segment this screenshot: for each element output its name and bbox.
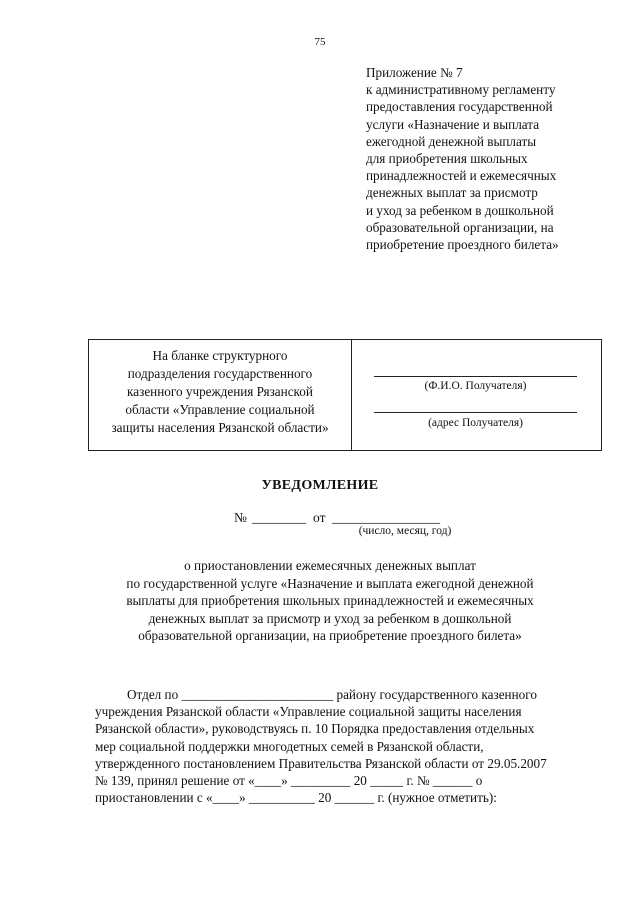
appendix-line: образовательной организации, на	[366, 219, 554, 235]
body-word: 20	[353, 773, 367, 789]
subject-line: по государственной услуге «Назначение и выплата ежегодной денежной	[126, 575, 534, 591]
body-line	[95, 703, 615, 720]
body-word: мер	[95, 738, 116, 754]
appendix-line: ежегодной денежной выплаты	[366, 133, 537, 149]
body-word: постановлением	[183, 755, 276, 771]
subject-line: выплаты для приобретения школьных принадлежностей и ежемесячных	[126, 593, 534, 608]
recipient-address-line	[374, 412, 577, 413]
recipient-name-caption: (Ф.И.О. Получателя)	[424, 380, 527, 392]
body-word: Правительства Рязанской области от 29.05.2007	[278, 755, 547, 771]
appendix-line: денежных выплат за присмотр	[366, 185, 538, 201]
letterhead-line: защиты населения Рязанской области»	[111, 420, 329, 435]
body-word: многодетных семей в Рязанской области,	[253, 738, 484, 754]
body-word: «Управление социальной защиты населения	[272, 704, 522, 720]
letterhead-line: области «Управление социальной	[125, 402, 315, 417]
body-word: области	[225, 704, 270, 720]
appendix-line: для приобретения школьных	[366, 151, 528, 167]
district-field: _______________________	[181, 687, 334, 702]
notice-date-field: ________________	[332, 510, 440, 525]
body-word: социальной	[119, 738, 185, 754]
subject-line: денежных выплат за присмотр и уход за ребенком в дошкольной	[148, 610, 512, 626]
body-word: г. №	[406, 773, 430, 789]
notice-date-label: от	[313, 510, 326, 525]
suspension-date-line: приостановлении с «____» __________ 20 ______ г. (нужное отметить):	[95, 790, 497, 806]
date-caption: (число, месяц, год)	[358, 525, 452, 537]
body-word: Отдел по	[127, 687, 179, 702]
body-word: руководствуясь	[211, 721, 298, 737]
recipient-address-caption: (адрес Получателя)	[428, 417, 523, 429]
frame-divider	[351, 340, 352, 450]
body-line	[95, 755, 615, 772]
appendix-line: приобретение проездного билета»	[366, 237, 559, 253]
page-number: 75	[314, 36, 326, 48]
appendix-line: Приложение № 7	[366, 65, 463, 80]
body-word: району государственного	[336, 687, 479, 702]
appendix-line: предоставления государственной	[366, 99, 553, 115]
decision-month-field: _________	[291, 773, 351, 789]
letterhead-line: подразделения государственного	[127, 366, 313, 381]
subject-line: образовательной организации, на приобретение проездного билета»	[138, 628, 522, 643]
body-word: учреждения	[95, 704, 163, 720]
body-line	[95, 738, 615, 755]
document-title: УВЕДОМЛЕНИЕ	[261, 478, 379, 493]
decision-number-field: ______	[432, 773, 473, 789]
appendix-line: принадлежностей и ежемесячных	[366, 168, 557, 184]
decision-year-field: _____	[370, 773, 404, 789]
body-word: области»,	[154, 721, 209, 737]
letterhead-frame	[88, 339, 602, 451]
appendix-line: услуги «Назначение и выплата	[366, 116, 540, 132]
body-word: Рязанской	[165, 704, 223, 720]
body-word: принял	[137, 773, 178, 789]
letterhead-line: казенного учреждения Рязанской	[127, 384, 313, 399]
appendix-line: и уход за ребенком в дошкольной	[366, 202, 554, 218]
appendix-line: к административному регламенту	[366, 82, 556, 98]
body-word: казенного	[481, 687, 537, 702]
notice-body	[95, 686, 615, 806]
body-word: о	[475, 773, 483, 789]
notice-number-field: ________	[252, 510, 306, 525]
letterhead-placeholder	[89, 347, 351, 437]
body-line	[95, 686, 615, 703]
subject-line: о приостановлении ежемесячных денежных выплат	[184, 558, 476, 573]
notice-number-label: №	[234, 510, 247, 525]
notice-subject	[60, 557, 600, 645]
letterhead-line: На бланке структурного	[152, 348, 288, 363]
body-word: № 139,	[95, 773, 134, 789]
body-line	[95, 772, 615, 789]
body-word: утвержденного	[95, 755, 181, 771]
appendix-heading	[366, 64, 616, 253]
decision-date-field: решение от «____»	[180, 773, 288, 789]
body-word: Рязанской	[95, 721, 152, 737]
body-word: поддержки	[188, 738, 250, 754]
recipient-name-line	[374, 376, 577, 377]
body-line	[95, 720, 615, 737]
body-word: п. 10 Порядка предоставления отдельных	[301, 721, 535, 737]
